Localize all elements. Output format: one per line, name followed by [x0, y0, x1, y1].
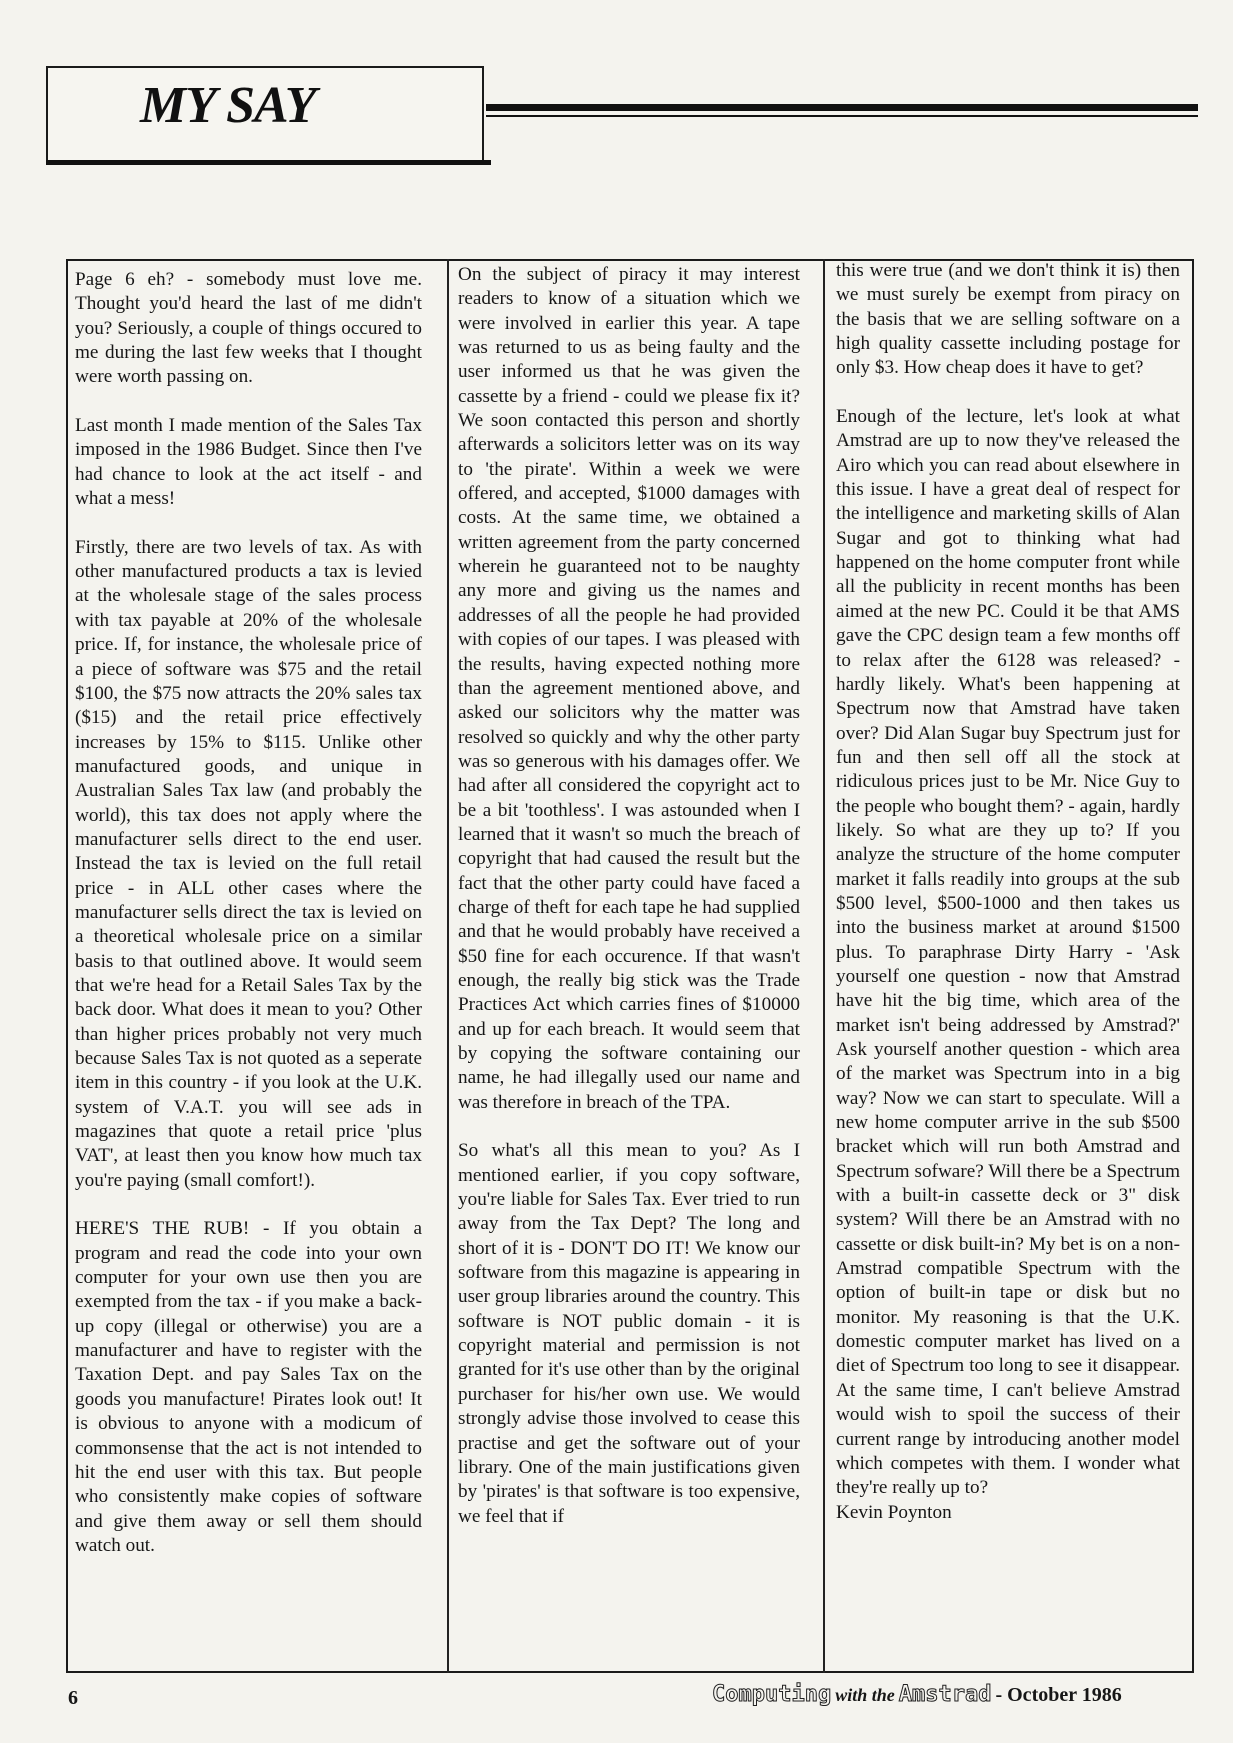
paragraph: Enough of the lecture, let's look at what Amstrad are up to now they've released the Airo which you can read about elsewhere in this issue. I have a great deal of respect for the intelligence and marketing skills of Alan Sugar and got to thinking what had happened on the home computer front while all the publicity in recent months has been aimed at the new PC. Could it be that AMS gave the CPC design team a few months off to relax after the 6128 was released? - hardly likely. What's been happening at Spectrum now that Amstrad have taken over? Did Alan Sugar buy Spectrum just for fun and then sell off all the stock at ridiculous prices just to be Mr. Nice Guy to the people who bought them? - again, hardly likely. So what are they up to? If you analyze the structure of the home computer market it falls readily into groups at the sub $500 level, $500-1000 and then takes us into the business market at around $1500 plus. To paraphrase Dirty Harry - 'Ask yourself one question - now that Amstrad have hit the big time, which area of the market isn't being addressed by Amstrad?' Ask yourself another question - which area of the market was Spectrum into in a big way? Now we can start to speculate. Will a new home computer arrive in the sub $500 bracket which will run both Amstrad and Spectrum sofware? Will there be a Spectrum with a built-in cassette deck or 3" disk system? Will there be an Amstrad with no cassette or disk built-in? My bet is on a non-Amstrad compatible Spectrum with the option of built-in tape or disk but no monitor. My reasoning is that the U.K. domestic computer market has lived on a diet of Spectrum too long to see it disappear. At the same time, I can't believe Amstrad would wish to spoil the success of their current range by introducing another model which competes with them. I wonder what they're really up to? — [836, 406, 1180, 1499]
paragraph: Page 6 eh? - somebody must love me. Thought you'd heard the last of me didn't you? Seriously, a couple of things occured to me during the last few weeks that I thought were worth passing on. — [75, 269, 422, 388]
paragraph: Last month I made mention of the Sales Tax imposed in the 1986 Budget. Since then I've had chance to look at the act itself - and what a mess! — [75, 415, 422, 510]
page-number: 6 — [68, 1687, 78, 1709]
article-column-1 — [75, 268, 422, 1558]
paragraph: So what's all this mean to you? As I mentioned earlier, if you copy software, you're liable for Sales Tax. Ever tried to run away from the Tax Dept? The long and short of it is - DON'T DO IT! We know our software from this magazine is appearing in user group libraries around the country. This software is NOT public domain - it is copyright material and permission is not granted for it's use other than by the original purchaser for his/her own use. We would strongly advise those involved to cease this practise and get the software out of your library. One of the main justifications given by 'pirates' is that software is too expensive, we feel that if — [458, 1140, 800, 1527]
header-rule-thin — [486, 115, 1198, 117]
issue-date: - October 1986 — [995, 1684, 1122, 1706]
magazine-name-part2: Amstrad — [898, 1682, 992, 1707]
column-divider-2 — [823, 259, 825, 1673]
header-rule-thick — [486, 104, 1198, 111]
paragraph: Firstly, there are two levels of tax. As with other manufactured products a tax is levied at the wholesale stage of the sales process with tax payable at 20% of the wholesale price. If, for instance, the wholesale price of a piece of software was $75 and the retail $100, the $75 now attracts the 20% sales tax ($15) and the retail price effectively increases by 15% to $115. Unlike other manufactured goods, and unique in Australian Sales Tax law (and probably the world), this tax does not apply where the manufacturer sells direct to the end user. Instead the tax is levied on the full retail price - in ALL other cases where the manufacturer sells direct the tax is levied on a theoretical wholesale price on a similar basis to that outlined above. It would seem that we're head for a Retail Sales Tax by the back door. What does it mean to you? Other than higher prices probably not very much because Sales Tax is not quoted as a seperate item in this country - if you look at the U.K. system of V.A.T. you will see ads in magazines that quote a retail price 'plus VAT', at least then you know how much tax you're paying (small comfort!). — [75, 536, 422, 1191]
header-box-shadow-bottom — [46, 160, 491, 165]
article-column-2 — [458, 263, 800, 1529]
magazine-name-part1: Computing — [712, 1682, 832, 1707]
article-column-3 — [836, 259, 1180, 1525]
paragraph: On the subject of piracy it may interest readers to know of a situation which we were involved in earlier this year. A tape was returned to us as being faulty and the user informed us that he was given the cassette by a friend - could we please fix it? We soon contacted this person and shortly afterwards a solicitors letter was on its way to 'the pirate'. Within a week we were offered, and accepted, $1000 damages with costs. At the same time, we obtained a written agreement from the party concerned wherein he guaranteed not to be naughty any more and giving us the names and addresses of all the people he had provided with copies of our tapes. I was pleased with the results, having expected nothing more than the agreement mentioned above, and asked our solicitors why the matter was resolved so quickly and why the other party was so generous with his damages offer. We had after all considered the copyright act to be a bit 'toothless'. I was astounded when I learned that it wasn't so much the breach of copyright that had caused the result but the fact that the other party could have faced a charge of theft for each tape he had supplied and that he would probably have received a $50 fine for each occurence. If that wasn't enough, the really big stick was the Trade Practices Act which carries fines of $10000 and up for each breach. It would seem that by copying the software containing our name, he had illegally used our name and was therefore in breach of the TPA. — [458, 264, 800, 1113]
magazine-name-with: with the — [835, 1685, 895, 1705]
column-divider-1 — [447, 259, 449, 1673]
publication-footer — [712, 1682, 1122, 1707]
paragraph: this were true (and we don't think it is) then we must surely be exempt from piracy on the basis that we are selling software on a high quality cassette including postage for only $3. How cheap does it have to get? — [836, 260, 1180, 379]
section-title: MY SAY — [140, 77, 316, 134]
author-signature: Kevin Poynton — [836, 1501, 952, 1523]
paragraph: HERE'S THE RUB! - If you obtain a program and read the code into your own computer for your own use then you are exempted from the tax - if you make a back-up copy (illegal or otherwise) you are a manufacturer and have to register with the Taxation Dept. and pay Sales Tax on the goods you manufacture! Pirates look out! It is obvious to anyone with a modicum of commonsense that the act is not intended to hit the end user with this tax. But people who consistently make copies of software and give them away or sell them should watch out. — [75, 1218, 422, 1556]
